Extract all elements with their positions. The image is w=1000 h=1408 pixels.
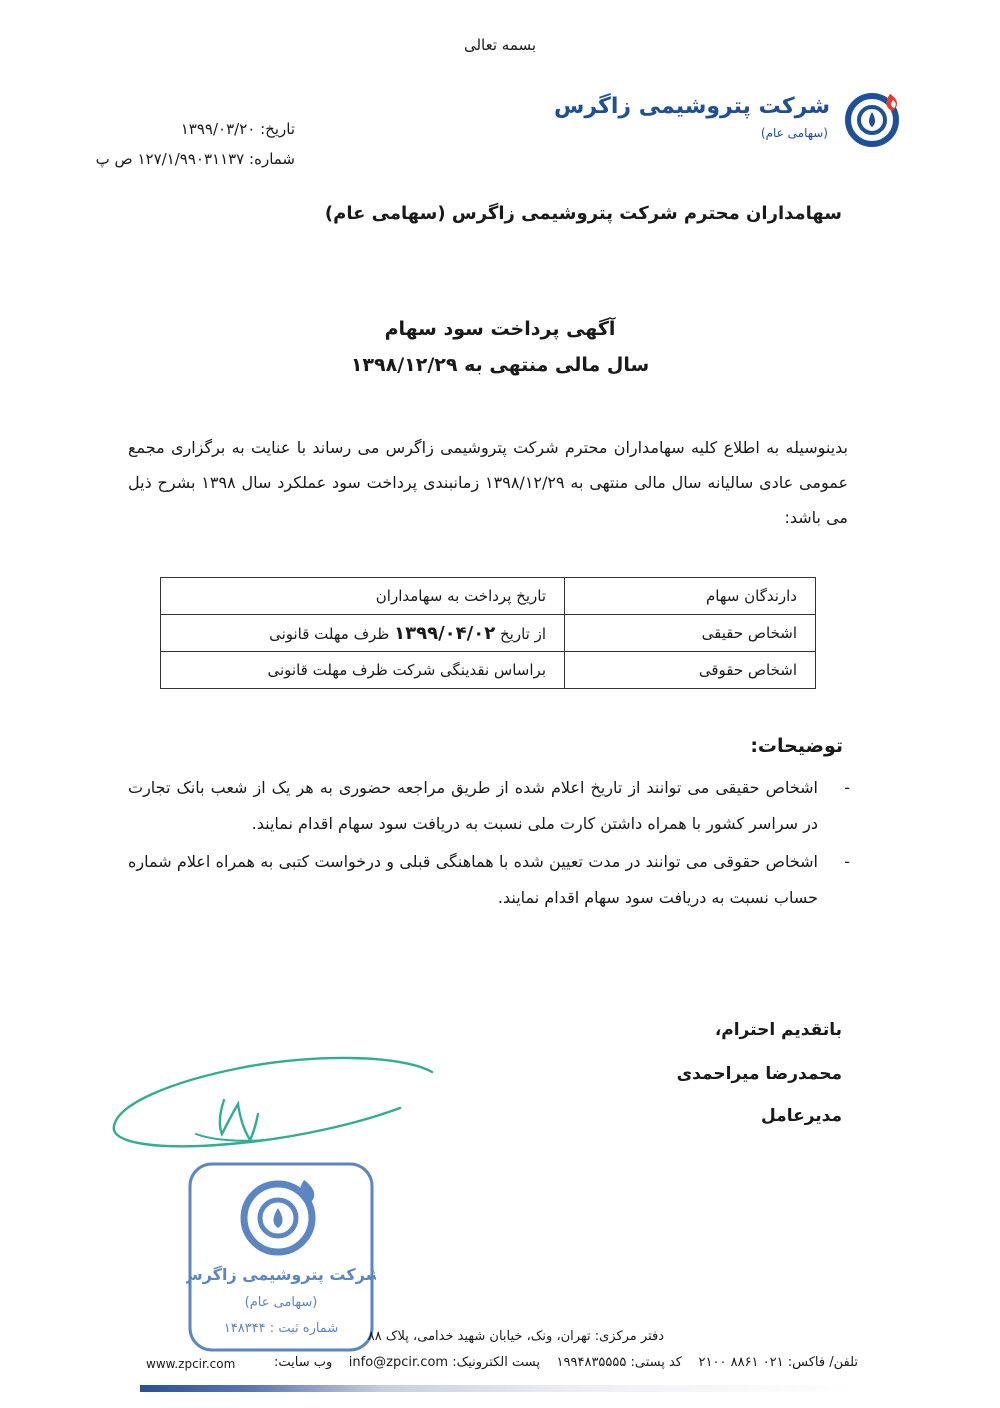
notice-title: آگهی پرداخت سود سهام [384,318,616,340]
date-prefix: از تاریخ [499,624,546,643]
footer-postal: کد پستی: ۱۹۹۴۸۳۵۵۵۵ [556,1355,682,1370]
footer-website[interactable]: www.zpcir.com [146,1357,236,1371]
header-holders: دارندگان سهام [565,578,816,615]
notice-subtitle: سال مالی منتهی به ۱۳۹۸/۱۲/۲۹ [350,354,650,376]
footer-phone: تلفن/ فاکس: ۰۲۱ ۸۸۶۱ ۲۱۰۰ [698,1355,858,1370]
table-row [161,615,816,652]
invocation-text: بسمه تعالی [463,36,537,54]
list-item [128,770,850,842]
number-value: ۱۲۷/۱/۹۹۰۳۱۱۳۷ ص پ [95,150,245,168]
header-payment-date: تاریخ پرداخت به سهامداران [161,578,565,615]
footer-email-label: پست الکترونیک: [452,1355,540,1370]
letter-number [96,150,295,168]
handwritten-signature-icon [100,1048,450,1168]
date-value: ۱۳۹۹/۰۳/۲۰ [180,120,256,138]
note-text: اشخاص حقیقی می توانند از تاریخ اعلام شده از طریق مراجعه حضوری به هر یک از شعب بانک تجارت در سراسر کشور با همراه داشتن کارت ملی نسبت به دریافت سود سهام اقدام نمایند. [128,778,818,833]
holder-cell: اشخاص حقیقی [565,615,816,652]
company-stamp [186,1160,376,1354]
payment-date-cell [161,615,565,652]
footer-website-label: وب سایت: [274,1355,333,1370]
footer-address: دفتر مرکزی: تهران، ونک، خیابان شهید خدامی، پلاک ۸۸ [367,1329,664,1344]
letter-date [181,120,295,138]
company-logo-icon [840,86,910,148]
notes-list [128,770,850,918]
note-text: اشخاص حقوقی می توانند در مدت تعیین شده با هماهنگی قبلی و درخواست کتبی به همراه اعلام شماره حساب نسبت به دریافت سود سهام اقدام نمایند. [128,852,818,907]
list-item [128,844,850,916]
holder-cell: اشخاص حقوقی [565,652,816,689]
stamp-company-type: (سهامی عام) [244,1295,318,1310]
stamp-icon [186,1160,376,1354]
closing-text: باتقدیم احترام، [714,1020,842,1040]
stamp-registration: شماره ثبت : ۱۴۸۳۴۴ [223,1321,339,1336]
company-type: (سهامی عام) [760,126,828,140]
stamp-company-name: شرکت پتروشیمی زاگرس [186,1265,376,1284]
signer-title: مدیرعامل [761,1106,842,1126]
bullet-dash: - [844,778,850,797]
table-row [161,652,816,689]
footer-contact [274,1355,858,1370]
bullet-dash: - [844,852,850,871]
company-name: شرکت پتروشیمی زاگرس [554,94,830,119]
table-header-row [161,578,816,615]
notes-heading: توضیحات: [750,735,843,757]
date-label: تاریخ: [260,120,295,138]
addressee: سهامداران محترم شرکت پتروشیمی زاگرس (سهامی عام) [324,203,842,224]
footer-divider-bar [140,1385,855,1392]
footer-email[interactable]: info@zpcir.com [348,1355,449,1370]
intro-paragraph: بدینوسیله به اطلاع کلیه سهامداران محترم شرکت پتروشیمی زاگرس می رساند با عنایت به برگزاری مجمع عمومی عادی سالیانه سال مالی منتهی به ۱۳۹۸/۱۲/۲۹ زمانبندی پرداخت سود عملکرد سال ۱۳۹۸ بشرح ذیل می باشد: [128,438,849,527]
date-suffix: ظرف مهلت قانونی [269,624,390,643]
payment-date: ۱۳۹۹/۰۴/۰۲ [394,622,496,644]
payment-date-cell: براساس نقدینگی شرکت ظرف مهلت قانونی [161,652,565,689]
number-label: شماره: [249,150,295,168]
signer-name: محمدرضا میراحمدی [676,1064,842,1084]
payment-schedule-table [160,577,816,689]
